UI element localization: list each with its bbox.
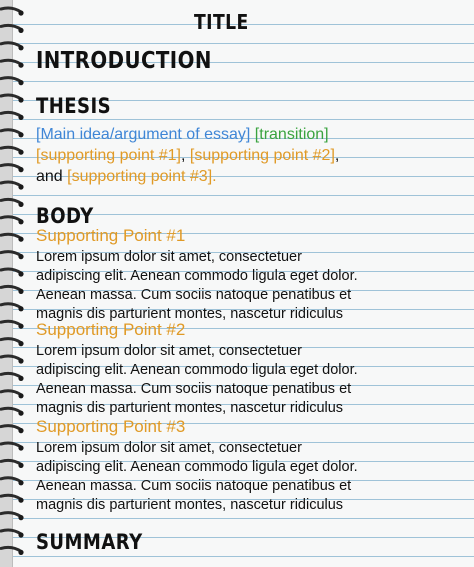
spiral-ring-icon [1, 234, 24, 242]
spiral-ring-icon [1, 78, 24, 86]
spiral-ring-icon [1, 321, 24, 329]
spiral-ring-icon [1, 252, 24, 260]
page-title: TITLE [194, 10, 249, 34]
thesis-main-idea: [Main idea/argument of essay] [36, 126, 251, 143]
spiral-ring-icon [1, 478, 24, 486]
thesis-point-3: [supporting point #3]. [67, 168, 217, 185]
spiral-ring-icon [1, 199, 24, 207]
spiral-ring-icon [1, 112, 24, 120]
thesis-point-1: [supporting point #1] [36, 147, 181, 164]
supporting-point-2-text: Lorem ipsum dolor sit amet, consectetuer adipiscing elit. Aenean commodo ligula eget dolor. Aenean massa. Cum sociis natoque penatibus et magnis dis parturient montes, nascetur ridiculus [36, 343, 358, 416]
supporting-point-2-label: Supporting Point #2 [36, 320, 186, 339]
thesis-separator-1: , [181, 147, 190, 164]
thesis-and: and [36, 168, 68, 185]
spiral-ring-icon [1, 513, 24, 521]
thesis-separator-2: , [334, 147, 340, 164]
spiral-ring-icon [1, 8, 24, 16]
supporting-point-3-label: Supporting Point #3 [36, 417, 186, 436]
spiral-ring-icon [1, 147, 24, 155]
spiral-ring-icon [1, 426, 24, 434]
supporting-point-3-text: Lorem ipsum dolor sit amet, consectetuer adipiscing elit. Aenean commodo ligula eget dolor. Aenean massa. Cum sociis natoque penatibus et magnis dis parturient montes, nascetur ridiculus [36, 440, 358, 513]
spiral-ring-icon [1, 60, 24, 68]
spiral-ring-icon [1, 339, 24, 347]
spiral-ring-icon [1, 460, 24, 468]
spiral-ring-icon [1, 182, 24, 190]
spiral-ring-icon [1, 25, 24, 33]
spiral-ring-icon [1, 495, 24, 503]
spiral-ring-icon [1, 547, 24, 555]
summary-heading: SUMMARY [36, 530, 143, 554]
thesis-point-2: [supporting point #2] [189, 147, 335, 164]
spiral-ring-icon [1, 356, 24, 364]
thesis-statement [36, 124, 456, 187]
spiral-ring-icon [1, 165, 24, 173]
supporting-point-1-label: Supporting Point #1 [36, 226, 186, 245]
introduction-heading: INTRODUCTION [36, 48, 212, 74]
spiral-ring-icon [1, 443, 24, 451]
spiral-ring-icon [1, 95, 24, 103]
spiral-ring-icon [1, 130, 24, 138]
thesis-transition: [transition] [254, 126, 329, 143]
spiral-ring-icon [1, 217, 24, 225]
spiral-ring-icon [1, 530, 24, 538]
spiral-ring-icon [1, 408, 24, 416]
spiral-binding-icon [0, 0, 26, 567]
spiral-ring-icon [1, 286, 24, 294]
spiral-ring-icon [1, 304, 24, 312]
spiral-ring-icon [1, 391, 24, 399]
thesis-heading: THESIS [36, 94, 112, 118]
supporting-point-1-text: Lorem ipsum dolor sit amet, consectetuer adipiscing elit. Aenean commodo ligula eget dolor. Aenean massa. Cum sociis natoque penatibus et magnis dis parturient montes, nascetur ridiculus [36, 249, 358, 322]
spiral-ring-icon [1, 43, 24, 51]
spiral-ring-icon [1, 373, 24, 381]
spiral-ring-icon [1, 269, 24, 277]
body-heading: BODY [36, 204, 94, 228]
